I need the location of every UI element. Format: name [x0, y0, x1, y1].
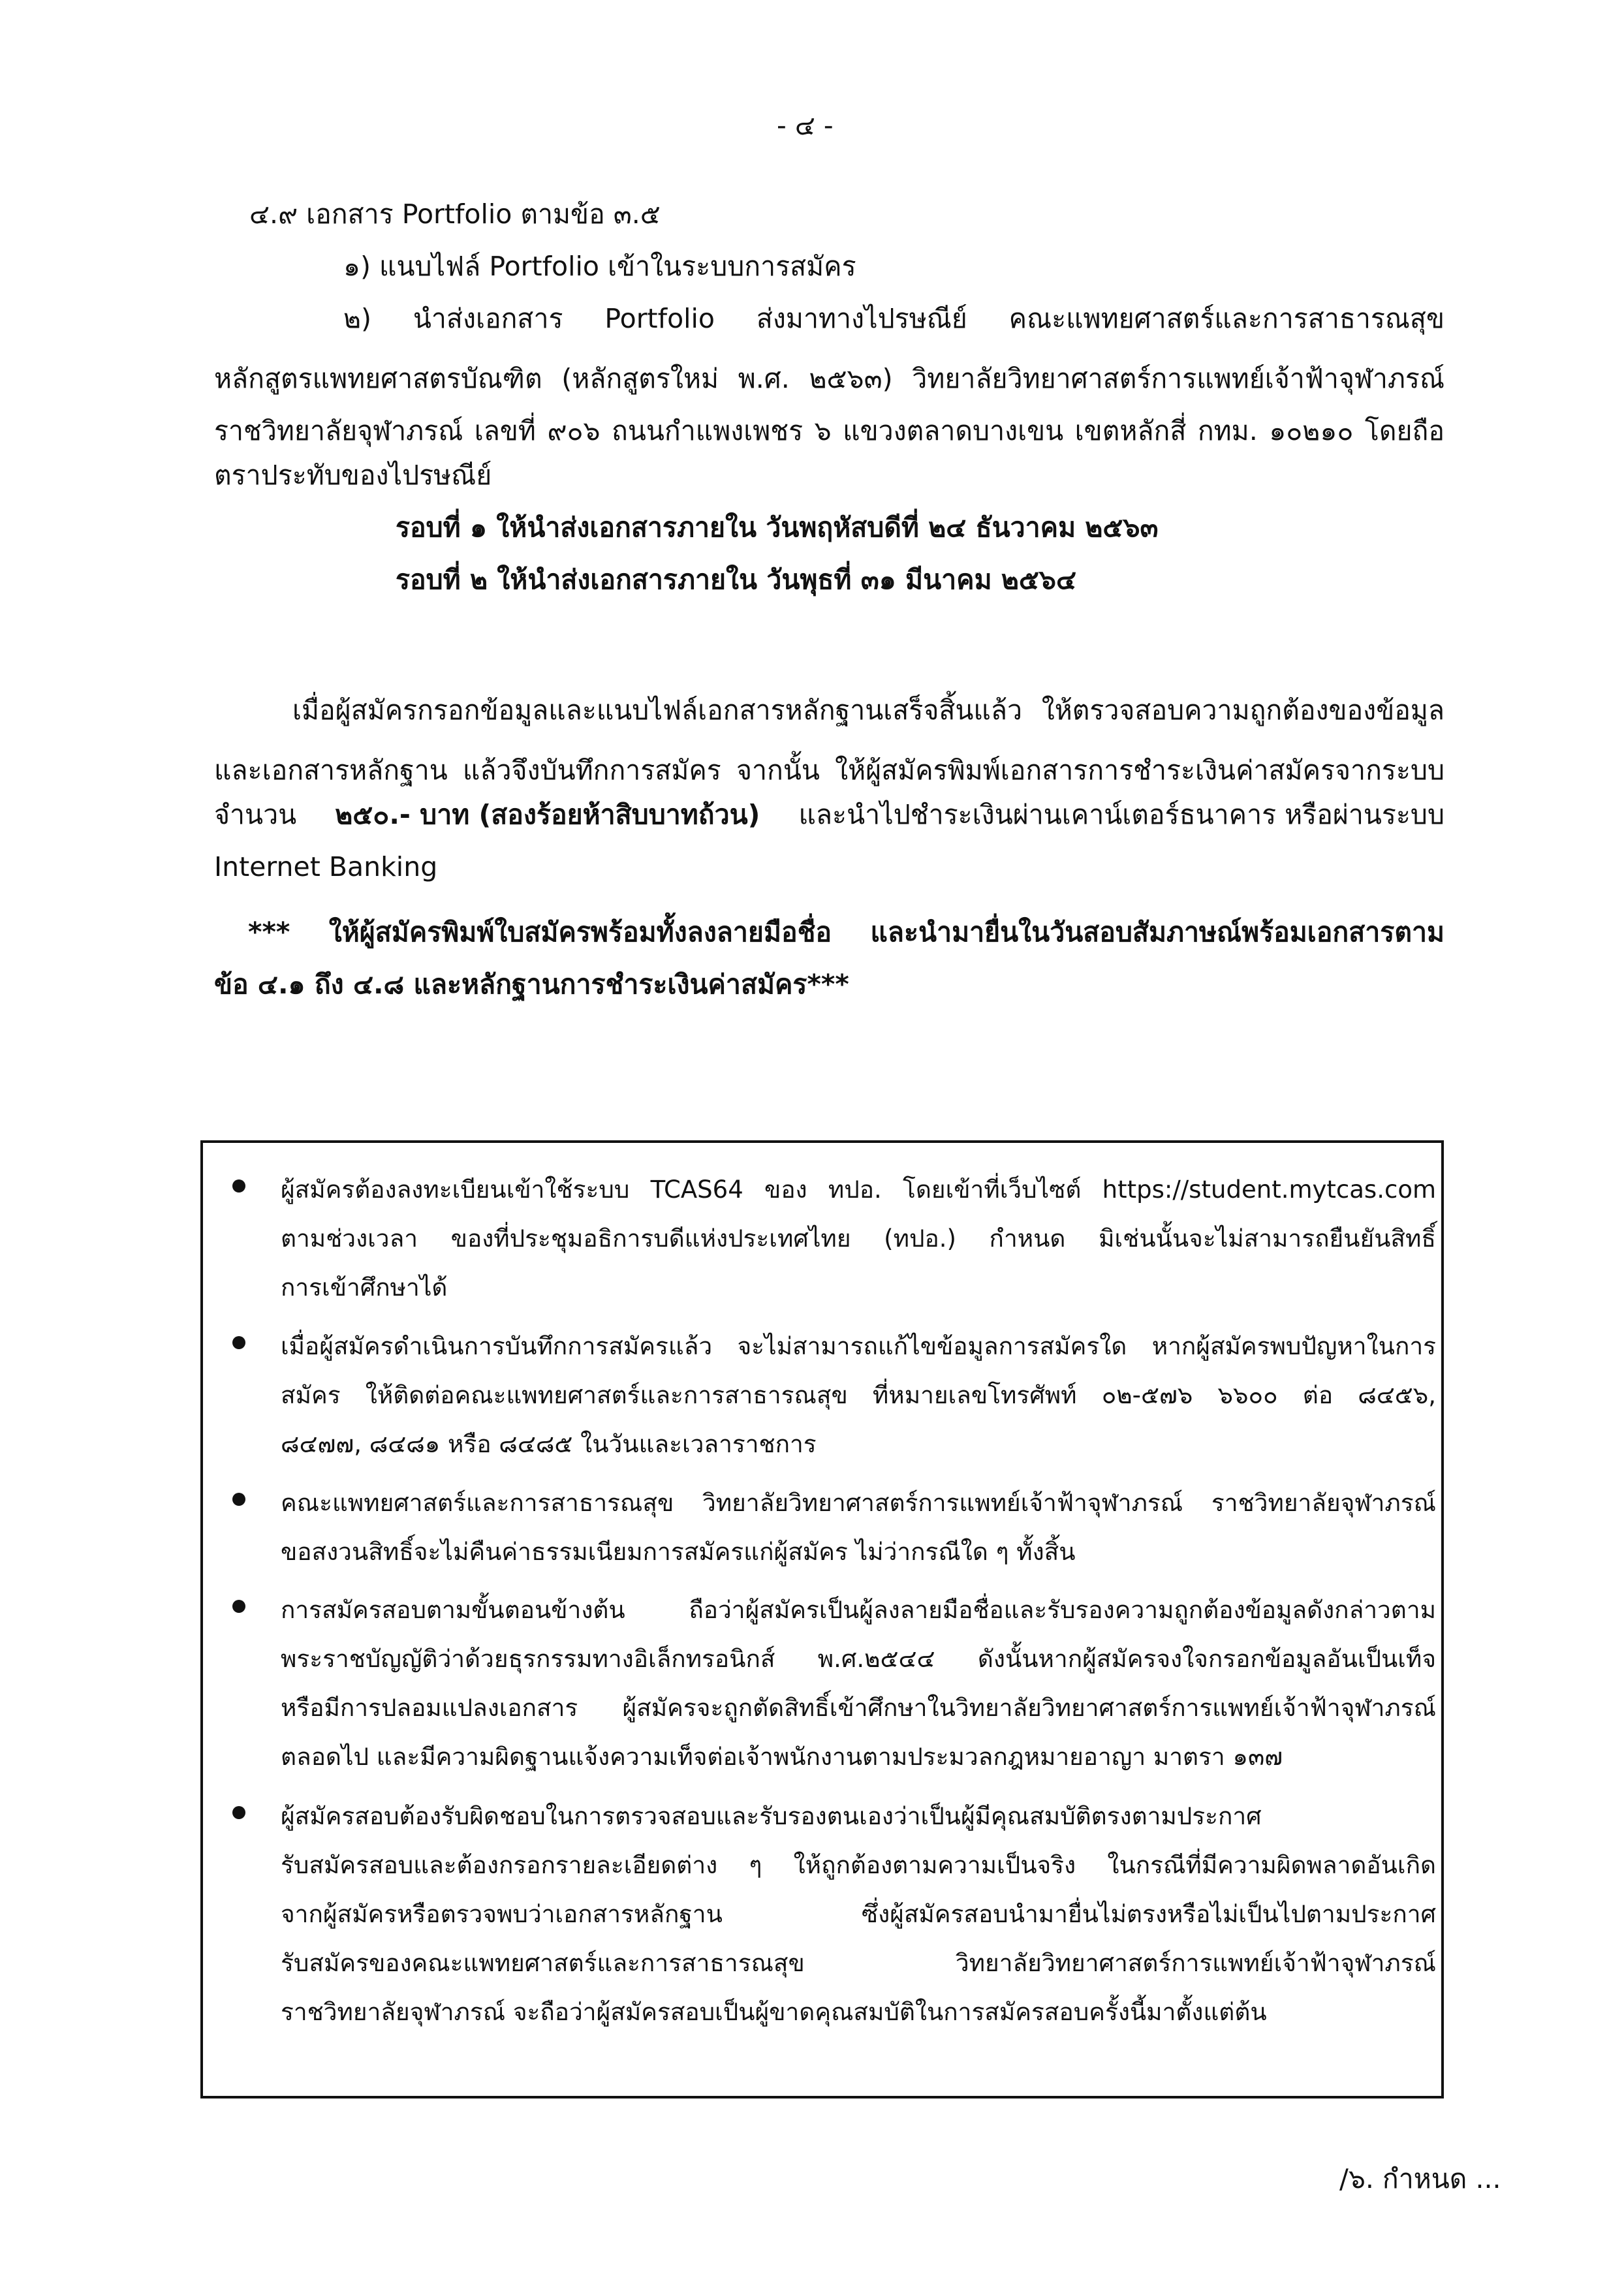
- notice-line-2: ข้อ ๔.๑ ถึง ๔.๘ และหลักฐานการชำระเงินค่าสมัคร***: [214, 969, 849, 1000]
- bullet-marker: [232, 1806, 245, 1819]
- section-item-1: ๑) แนบไฟล์ Portfolio เข้าในระบบการสมัคร: [343, 251, 856, 282]
- continuation-footer: /๖. กำหนด ...: [1339, 2163, 1501, 2194]
- bullet-4-line-4: ตลอดไป และมีความผิดฐานแจ้งความเท็จต่อเจ้าพนักงานตามประมวลกฎหมายอาญา มาตรา ๑๓๗: [281, 1743, 1283, 1771]
- round-2-deadline: รอบที่ ๒ ให้นำส่งเอกสารภายใน วันพุธที่ ๓๑ มีนาคม ๒๕๖๔: [396, 564, 1076, 595]
- section-item-2-line-3: ราชวิทยาลัยจุฬาภรณ์ เลขที่ ๙๐๖ ถนนกำแพงเพชร ๖ แขวงตลาดบางเขน เขตหลักสี่ กทม. ๑๐๒๑๐ โดยถือ: [214, 415, 1444, 446]
- bullet-marker: [232, 1179, 245, 1193]
- bullet-4-line-3: หรือมีการปลอมแปลงเอกสาร ผู้สมัครจะถูกตัดสิทธิ์เข้าศึกษาในวิทยาลัยวิทยาศาสตร์การแพทย์เจ้าฟ้าจุฬาภรณ์: [281, 1694, 1436, 1722]
- page-number: - ๔ -: [777, 110, 834, 141]
- notice-line-1: *** ให้ผู้สมัครพิมพ์ใบสมัครพร้อมทั้งลงลายมือชื่อ และนำมายื่นในวันสอบสัมภาษณ์พร้อมเอกสารตาม: [248, 916, 1444, 948]
- bullet-5-line-1: ผู้สมัครสอบต้องรับผิดชอบในการตรวจสอบและรับรองตนเองว่าเป็นผู้มีคุณสมบัติตรงตามประกาศ: [281, 1802, 1262, 1830]
- paragraph-line-4: Internet Banking: [214, 851, 438, 882]
- section-heading: ๔.๙ เอกสาร Portfolio ตามข้อ ๓.๕: [249, 198, 661, 230]
- paragraph-line-3: [214, 799, 1444, 830]
- bullet-1-line-3: การเข้าศึกษาได้: [281, 1273, 448, 1302]
- section-item-2-line-2: หลักสูตรแพทยศาสตรบัณฑิต (หลักสูตรใหม่ พ.ศ. ๒๕๖๓) วิทยาลัยวิทยาศาสตร์การแพทย์เจ้าฟ้าจุฬาภรณ์: [214, 363, 1444, 394]
- paragraph-line-1: เมื่อผู้สมัครกรอกข้อมูลและแนบไฟล์เอกสารหลักฐานเสร็จสิ้นแล้ว ให้ตรวจสอบความถูกต้องของข้อมูล: [292, 694, 1444, 726]
- section-item-2-line-1: ๒) นำส่งเอกสาร Portfolio ส่งมาทางไปรษณีย์ คณะแพทยศาสตร์และการสาธารณสุข: [343, 303, 1444, 334]
- bullet-2-line-2: สมัคร ให้ติดต่อคณะแพทยศาสตร์และการสาธารณสุข ที่หมายเลขโทรศัพท์ ๐๒-๕๗๖ ๖๖๐๐ ต่อ ๘๔๕๖,: [281, 1381, 1436, 1409]
- bullet-5-line-4: รับสมัครของคณะแพทยศาสตร์และการสาธารณสุข วิทยาลัยวิทยาศาสตร์การแพทย์เจ้าฟ้าจุฬาภรณ์: [281, 1949, 1436, 1977]
- paragraph-line-3-prefix: จำนวน: [214, 799, 297, 830]
- section-item-2-line-4: ตราประทับของไปรษณีย์: [214, 460, 492, 491]
- bullet-3-line-1: คณะแพทยศาสตร์และการสาธารณสุข วิทยาลัยวิทยาศาสตร์การแพทย์เจ้าฟ้าจุฬาภรณ์ ราชวิทยาลัยจุฬาภรณ์: [281, 1489, 1436, 1517]
- paragraph-line-2: และเอกสารหลักฐาน แล้วจึงบันทึกการสมัคร จากนั้น ให้ผู้สมัครพิมพ์เอกสารการชำระเงินค่าสมัครจากระบบ: [214, 755, 1444, 786]
- bullet-1-line-2: ตามช่วงเวลา ของที่ประชุมอธิการบดีแห่งประเทศไทย (ทปอ.) กำหนด มิเช่นนั้นจะไม่สามารถยืนยันสิทธิ์: [281, 1224, 1436, 1253]
- bullet-5-line-2: รับสมัครสอบและต้องกรอกรายละเอียดต่าง ๆ ให้ถูกต้องตามความเป็นจริง ในกรณีที่มีความผิดพลาดอันเกิด: [281, 1851, 1436, 1879]
- bullet-4-line-2: พระราชบัญญัติว่าด้วยธุรกรรมทางอิเล็กทรอนิกส์ พ.ศ.๒๕๔๔ ดังนั้นหากผู้สมัครจงใจกรอกข้อมูลอันเป็นเท็จ: [281, 1645, 1436, 1673]
- bullet-1-line-1: ผู้สมัครต้องลงทะเบียนเข้าใช้ระบบ TCAS64 ของ ทปอ. โดยเข้าที่เว็บไซต์ https://student.mytcas.com: [281, 1176, 1436, 1204]
- bullet-5-line-5: ราชวิทยาลัยจุฬาภรณ์ จะถือว่าผู้สมัครสอบเป็นผู้ขาดคุณสมบัติในการสมัครสอบครั้งนี้มาตั้งแต่ต้น: [281, 1998, 1267, 2026]
- fee-amount: ๒๕๐.- บาท (สองร้อยห้าสิบบาทถ้วน): [335, 799, 760, 830]
- bullet-marker: [232, 1493, 245, 1506]
- round-1-deadline: รอบที่ ๑ ให้นำส่งเอกสารภายใน วันพฤหัสบดีที่ ๒๔ ธันวาคม ๒๕๖๓: [396, 512, 1159, 543]
- bullet-2-line-1: เมื่อผู้สมัครดำเนินการบันทึกการสมัครแล้ว จะไม่สามารถแก้ไขข้อมูลการสมัครใด หากผู้สมัครพบปัญหาในการ: [281, 1332, 1436, 1360]
- paragraph-line-3-suffix: และนำไปชำระเงินผ่านเคาน์เตอร์ธนาคาร หรือผ่านระบบ: [798, 799, 1444, 830]
- bullet-5-line-3: จากผู้สมัครหรือตรวจพบว่าเอกสารหลักฐาน ซึ่งผู้สมัครสอบนำมายื่นไม่ตรงหรือไม่เป็นไปตามประกาศ: [281, 1900, 1436, 1928]
- bullet-4-line-1: การสมัครสอบตามขั้นตอนข้างต้น ถือว่าผู้สมัครเป็นผู้ลงลายมือชื่อและรับรองความถูกต้องข้อมูลดังกล่าวตาม: [281, 1596, 1436, 1624]
- bullet-3-line-2: ขอสงวนสิทธิ์จะไม่คืนค่าธรรมเนียมการสมัครแก่ผู้สมัคร ไม่ว่ากรณีใด ๆ ทั้งสิ้น: [281, 1538, 1076, 1566]
- bullet-marker: [232, 1600, 245, 1613]
- bullet-marker: [232, 1336, 245, 1349]
- bullet-2-line-3: ๘๔๗๗, ๘๔๘๑ หรือ ๘๔๘๕ ในวันและเวลาราชการ: [281, 1430, 817, 1458]
